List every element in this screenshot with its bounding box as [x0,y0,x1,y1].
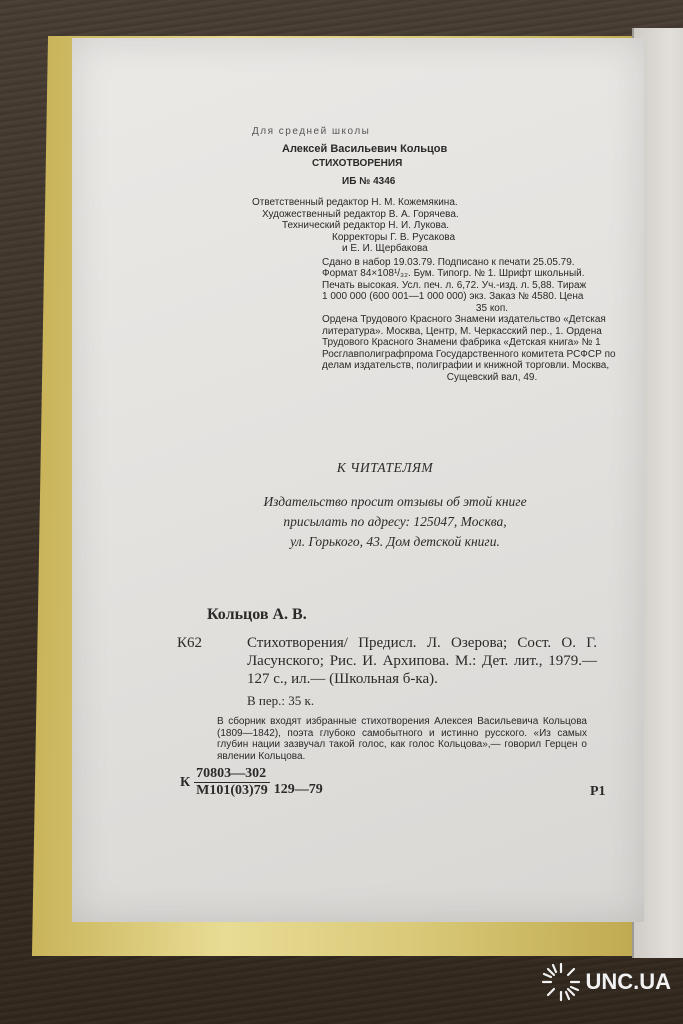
staff-list [222,197,622,255]
catalog-author: Кольцов А. В. [207,606,307,623]
print-line: Ордена Трудового Красного Знамени издательство «Детская [322,314,606,325]
readers-line: ул. Горького, 43. Дом детской книги. [290,534,500,549]
print-line: 35 коп. [475,302,509,314]
catalog-price: В пер.: 35 к. [247,693,315,708]
print-line: литература». Москва, Центр, М. Черкасский пер., 1. Ордена [322,325,602,337]
sunburst-logo-icon [541,962,581,1002]
index-numerator: 70803—302 [194,766,270,783]
staff-line: Художественный редактор В. А. Горячева. [262,208,459,220]
index-denominator: М101(03)79 [196,783,268,798]
index-suffix: 129—79 [273,781,323,797]
readers-line: присылать по адресу: 125047, Москва, [283,514,507,529]
staff-line: Ответственный редактор Н. М. Кожемякина. [252,197,458,208]
author-line: Алексей Васильевич Кольцов [282,142,448,155]
staff-line: и Е. И. Щербакова [342,243,428,254]
watermark-text: UNC.UA [585,969,671,994]
print-line: делам издательств, полиграфии и книжной торговли. Москва, [322,360,610,371]
print-line: 1 000 000 (600 001—1 000 000) экз. Заказ № 4580. Цена [322,291,584,302]
catalog-code: К62 [177,635,203,651]
catalog-description: Стихотворения/ Предисл. Л. Озерова; Сост. О. Г. Ласунского; Рис. И. Архипова. М.: Дет. лит., 1979.— 127 с., ил.— (Школьная б-ка). [247,635,597,687]
index-prefix: К [180,774,191,790]
print-line: Трудового Красного Знамени фабрика «Детская книга» № 1 [322,337,601,348]
ib-number: ИБ № 4346 [342,175,396,187]
readers-line: Издательство просит отзывы об этой книге [263,494,527,509]
print-line: Формат 84×108¹/₃₂. Бум. Типогр. № 1. Шрифт школьный. [322,268,585,279]
title-line: СТИХОТВОРЕНИЯ [312,158,403,169]
library-index [180,766,323,799]
print-line: Росглавполиграфпрома Государственного комитета РСФСР по [322,348,616,360]
catalog-entry [177,634,597,688]
staff-line: Технический редактор Н. И. Лукова. [282,220,450,231]
staff-line: Корректоры Г. В. Русакова [332,231,456,243]
imprint-block [222,126,622,383]
readers-body [230,492,560,552]
print-line: Сдано в набор 19.03.79. Подписано к печати 25.05.79. [322,256,575,268]
index-fraction [194,766,270,799]
readers-notice [230,458,560,552]
book-page [72,38,644,922]
print-details [322,257,662,384]
print-line: Печать высокая. Усл. печ. л. 6,72. Уч.-изд. л. 5,88. Тираж [322,279,587,291]
print-line: Сущевский вал, 49. [446,371,538,383]
series-line: Для средней школы [252,126,371,137]
site-watermark [541,962,671,1002]
catalog-card [177,606,597,762]
classification-code: Р1 [590,784,606,799]
catalog-annotation: В сборник входят избранные стихотворения Алексея Васильевича Кольцова (1809—1842), поэта глубоко самобытного и истинно русского. «Из самых глубин нации зазвучал такой голос, как голос Кольцова»,— говорил Герцен о явлении Кольцова. [217,716,587,762]
readers-heading: К ЧИТАТЕЛЯМ [336,460,434,475]
